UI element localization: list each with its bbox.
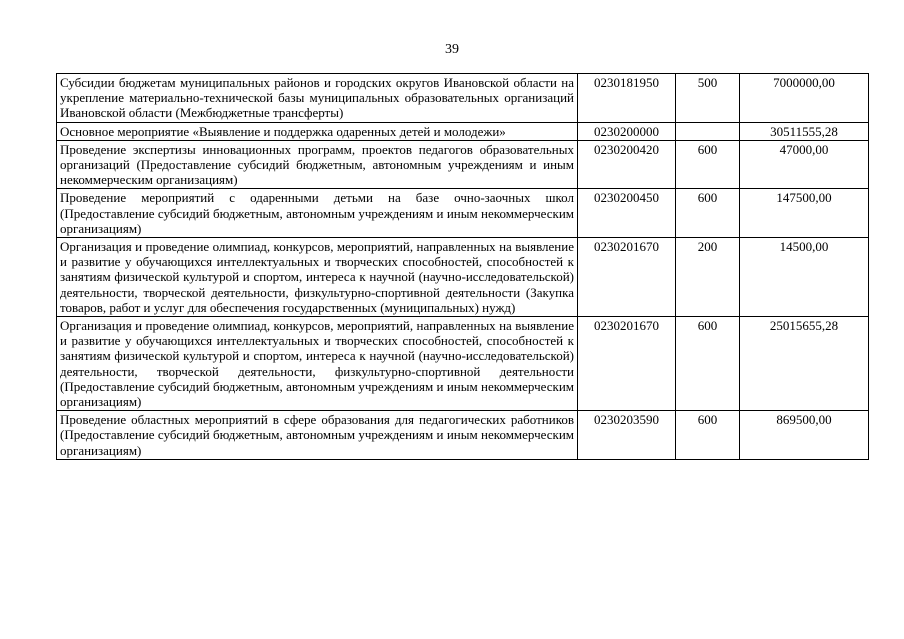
target-item-code: 0230201670 [578, 317, 676, 411]
target-item-name: Проведение областных мероприятий в сфере образования для педагогических работников (Предоставление субсидий бюджетным, автономным учреждениям и иным некоммерческим организациям) [57, 411, 578, 460]
target-item-code: 0230201670 [578, 238, 676, 317]
table-row [57, 317, 869, 411]
amount-value: 7000000,00 [740, 74, 869, 123]
amount-value: 30511555,28 [740, 122, 869, 140]
amount-value: 25015655,28 [740, 317, 869, 411]
target-item-name: Организация и проведение олимпиад, конкурсов, мероприятий, направленных на выявление и развитие у обучающихся интеллектуальных и творческих способностей, способностей к занятиям физической культурой и спортом, интереса к научной (научно-исследовательской) деятельности, творческой деятельности, физкультурно-спортивной деятельности (Предоставление субсидий бюджетным, автономным учреждениям и иным некоммерческим организациям) [57, 317, 578, 411]
target-item-code: 0230181950 [578, 74, 676, 123]
target-item-code: 0230200450 [578, 189, 676, 238]
page-number: 39 [445, 42, 459, 57]
target-item-name: Организация и проведение олимпиад, конкурсов, мероприятий, направленных на выявление и развитие у обучающихся интеллектуальных и творческих способностей, способностей к занятиям физической культурой и спортом, интереса к научной (научно-исследовательской) деятельности, творческой деятельности, физкультурно-спортивной деятельности (Закупка товаров, работ и услуг для обеспечения государственных (муниципальных) нужд) [57, 238, 578, 317]
expense-type-code: 500 [676, 74, 740, 123]
table-row [57, 411, 869, 460]
amount-value: 869500,00 [740, 411, 869, 460]
target-item-code: 0230200420 [578, 140, 676, 189]
expense-type-code: 200 [676, 238, 740, 317]
expense-type-code: 600 [676, 411, 740, 460]
target-item-name: Проведение экспертизы инновационных программ, проектов педагогов образовательных организаций (Предоставление субсидий бюджетным, автономным учреждениям и иным некоммерческим организациям) [57, 140, 578, 189]
target-item-code: 0230200000 [578, 122, 676, 140]
table-row [57, 238, 869, 317]
amount-value: 47000,00 [740, 140, 869, 189]
expense-type-code: 600 [676, 140, 740, 189]
target-item-name: Субсидии бюджетам муниципальных районов и городских округов Ивановской области на укрепление материально-технической базы муниципальных образовательных организаций Ивановской области (Межбюджетные трансферты) [57, 74, 578, 123]
amount-value: 147500,00 [740, 189, 869, 238]
table-row [57, 74, 869, 123]
expense-type-code: 600 [676, 189, 740, 238]
table-row [57, 140, 869, 189]
expense-type-code: 600 [676, 317, 740, 411]
target-item-name: Основное мероприятие «Выявление и поддержка одаренных детей и молодежи» [57, 122, 578, 140]
budget-table [56, 73, 869, 460]
target-item-name: Проведение мероприятий с одаренными детьми на базе очно-заочных школ (Предоставление субсидий бюджетным, автономным учреждениям и иным некоммерческим организациям) [57, 189, 578, 238]
amount-value: 14500,00 [740, 238, 869, 317]
target-item-code: 0230203590 [578, 411, 676, 460]
table-row [57, 122, 869, 140]
table-row [57, 189, 869, 238]
expense-type-code [676, 122, 740, 140]
